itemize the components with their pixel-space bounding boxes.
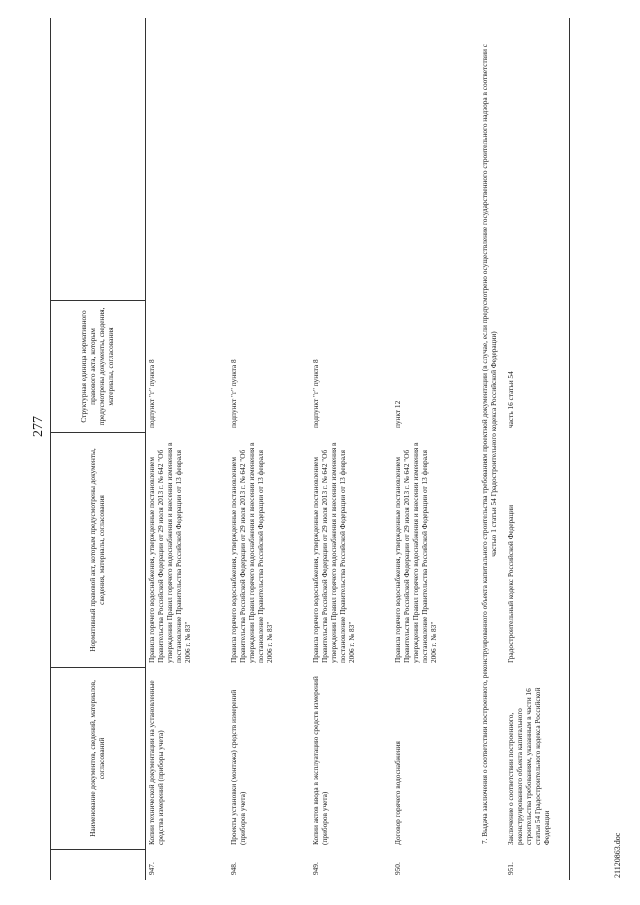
table-header — [50, 18, 146, 880]
table-row — [505, 18, 570, 880]
table-row — [228, 18, 310, 880]
header-unit-cell: Структурная единица нормативного правового акта, которым предусмотрены документы, сведения, материалы, согласования — [51, 300, 145, 433]
row-name: Копии актов ввода в эксплуатацию средств измерений (приборов учета) — [311, 676, 329, 845]
row-unit: пункт 12 — [393, 400, 402, 428]
row-unit: подпункт "г" пункта 8 — [147, 359, 156, 428]
table-row — [310, 18, 392, 880]
row-number: 951. — [505, 862, 515, 875]
table-row — [392, 18, 474, 880]
row-act: Правила горячего водоснабжения, утвержденные постановлением Правительства Российской Федерации от 29 июля 2013 г. № 642 "Об утверждении Правил горячего водоснабжения и внесении изменения в постановление Правительства Российской Федерации от 13 февраля 2006 г. № 83" — [393, 442, 438, 663]
row-unit: часть 16 статьи 54 — [505, 371, 515, 428]
row-name: Проекты установки (монтажа) средств измерений (приборов учета) — [229, 689, 247, 845]
header-name-cell: Наименование документов, сведений, материалов, согласований — [51, 668, 145, 850]
file-name-footer: 21120863.doc — [613, 832, 622, 878]
header-act-cell: Нормативный правовой акт, которым предусмотрены документы, сведения, материалы, согласования — [51, 433, 145, 668]
section-title: 7. Выдача заключения о соответствии построенного, реконструированного объекта капитального строительства требованиям проектной документации (в случае, если предусмотрено осуществление государственного строительного надзора в соответствии с частью 1 статьи 54 Градостроительного кодекса Российской Федерации) — [480, 43, 499, 845]
row-act: Правила горячего водоснабжения, утвержденные постановлением Правительства Российской Федерации от 29 июля 2013 г. № 642 "Об утверждении Правил горячего водоснабжения и внесении изменения в постановление Правительства Российской Федерации от 13 февраля 2006 г. № 83" — [311, 442, 356, 663]
row-unit: подпункт "г" пункта 8 — [311, 359, 320, 428]
document-table — [50, 18, 551, 880]
row-name: Договор горячего водоснабжения — [393, 741, 402, 845]
row-act: Правила горячего водоснабжения, утвержденные постановлением Правительства Российской Федерации от 29 июля 2013 г. № 642 "Об утверждении Правил горячего водоснабжения и внесении изменения в постановление Правительства Российской Федерации от 13 февраля 2006 г. № 83" — [229, 442, 274, 663]
row-name: Копии технической документации на установленные средства измерений (приборы учета) — [147, 680, 165, 845]
row-number: 947. — [147, 862, 156, 875]
row-name: Заключение о соответствии построенного, реконструированного объекта капитального строительства требованиям, указанным в части 16 статьи 54 Градостроительного кодекса Российской Федерации — [505, 687, 551, 845]
row-number: 950. — [393, 862, 402, 875]
row-number: 949. — [311, 862, 320, 875]
table-row — [146, 18, 228, 880]
page-number: 277 — [31, 416, 46, 437]
row-unit: подпункт "г" пункта 8 — [229, 359, 238, 428]
row-act: Правила горячего водоснабжения, утвержденные постановлением Правительства Российской Федерации от 29 июля 2013 г. № 642 "Об утверждении Правил горячего водоснабжения и внесении изменения в постановление Правительства Российской Федерации от 13 февраля 2006 г. № 83" — [147, 442, 192, 663]
row-act: Градостроительный кодекс Российской Федерации — [505, 504, 515, 663]
header-number-cell — [51, 850, 145, 880]
row-number: 948. — [229, 862, 238, 875]
